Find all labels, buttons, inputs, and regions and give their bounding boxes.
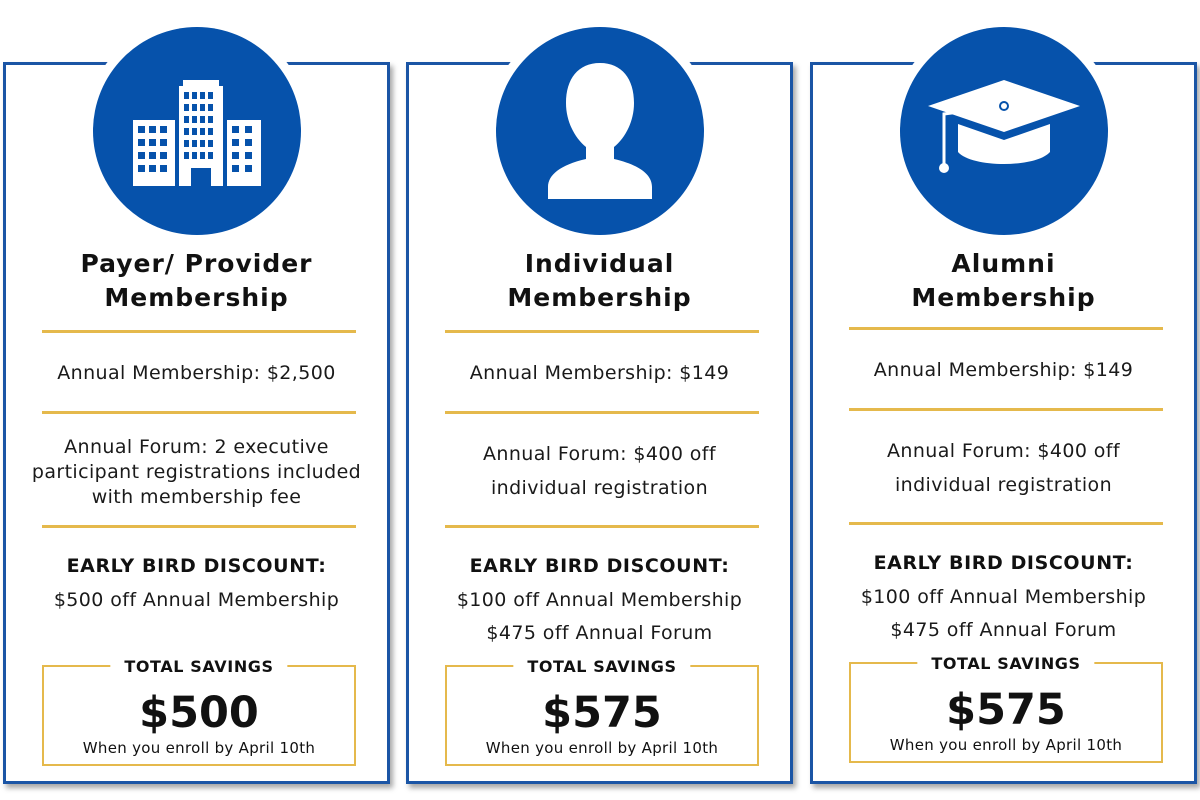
badge xyxy=(487,18,713,244)
building-icon xyxy=(131,76,263,186)
enroll-deadline-note: When you enroll by April 10th xyxy=(485,739,719,757)
total-savings-amount: $575 xyxy=(542,688,662,738)
card-title xyxy=(813,247,1194,315)
annual-forum-line-1: Annual Forum: 2 executive xyxy=(64,436,329,458)
total-savings-box xyxy=(849,654,1163,763)
enroll-deadline-note: When you enroll by April 10th xyxy=(82,739,316,757)
discount-line-1: $100 off Annual Membership xyxy=(860,586,1147,608)
total-savings-box xyxy=(42,657,356,766)
total-savings-label: TOTAL SAVINGS xyxy=(513,657,690,676)
early-bird-label: EARLY BIRD DISCOUNT: xyxy=(66,555,327,577)
divider xyxy=(42,411,356,414)
card-title-line-1: Individual xyxy=(524,249,675,278)
divider xyxy=(445,411,759,414)
card-title xyxy=(409,247,790,315)
card-title-line-2: Membership xyxy=(507,283,692,312)
enroll-deadline-note: When you enroll by April 10th xyxy=(889,736,1123,754)
divider xyxy=(42,525,356,528)
annual-forum-line-1: Annual Forum: $400 off xyxy=(887,440,1120,462)
discount-line-1: $100 off Annual Membership xyxy=(456,589,743,611)
card-title-line-1: Alumni xyxy=(951,249,1056,278)
individual-membership-card xyxy=(406,62,793,784)
divider xyxy=(42,330,356,333)
divider xyxy=(445,525,759,528)
annual-membership-price: Annual Membership: $149 xyxy=(469,362,730,384)
discount-line-1: $500 off Annual Membership xyxy=(53,589,340,611)
total-savings-amount: $500 xyxy=(139,688,259,738)
total-savings-amount: $575 xyxy=(946,685,1066,735)
card-title-line-2: Membership xyxy=(911,283,1096,312)
person-icon xyxy=(540,61,660,201)
divider xyxy=(445,330,759,333)
card-title-line-2: Membership xyxy=(104,283,289,312)
annual-membership-price: Annual Membership: $149 xyxy=(873,359,1134,381)
divider xyxy=(849,408,1163,411)
total-savings-box xyxy=(445,657,759,766)
total-savings-label: TOTAL SAVINGS xyxy=(110,657,287,676)
early-bird-label: EARLY BIRD DISCOUNT: xyxy=(873,552,1134,574)
divider xyxy=(849,327,1163,330)
badge xyxy=(891,18,1117,244)
discount-line-2: $475 off Annual Forum xyxy=(890,619,1117,641)
annual-forum-line-2: individual registration xyxy=(894,474,1113,496)
annual-forum-line-2: individual registration xyxy=(490,477,709,499)
total-savings-label: TOTAL SAVINGS xyxy=(917,654,1094,673)
alumni-membership-card xyxy=(810,62,1197,784)
annual-membership-price: Annual Membership: $2,500 xyxy=(57,362,336,384)
early-bird-label: EARLY BIRD DISCOUNT: xyxy=(469,555,730,577)
badge xyxy=(84,18,310,244)
annual-forum-line-3: with membership fee xyxy=(91,486,302,508)
payer-provider-membership-card xyxy=(3,62,390,784)
divider xyxy=(849,522,1163,525)
discount-line-2: $475 off Annual Forum xyxy=(486,622,713,644)
graduation-cap-icon xyxy=(924,76,1084,186)
annual-forum-line-1: Annual Forum: $400 off xyxy=(483,443,716,465)
card-title xyxy=(6,247,387,315)
card-title-line-1: Payer/ Provider xyxy=(80,249,313,278)
annual-forum-line-2: participant registrations included xyxy=(31,461,362,483)
